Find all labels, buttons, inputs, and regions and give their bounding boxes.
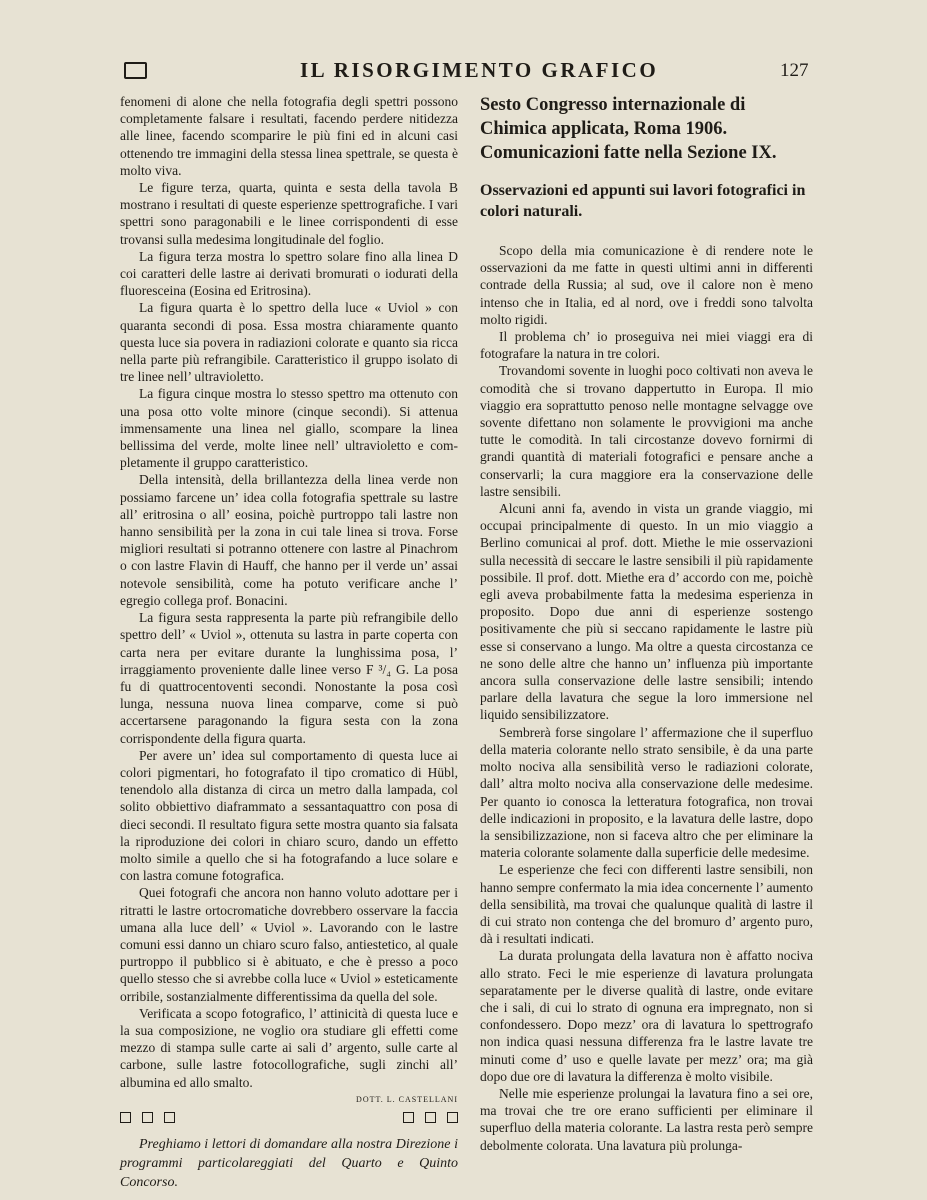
right-column bbox=[480, 93, 813, 1154]
author-signature: DOTT. L. CASTELLANI bbox=[356, 1094, 458, 1104]
left-paragraph-4: La figura quarta è lo spettro della luce « Uviol » con quaranta secondi di posa. Essa mostra chiaramente quanto questa luce sia povera in radiazioni colorate e quanto sia ricca nella parte più refrangibile. Caratteristico il gruppo isolato di tre linee nell’ ultravioletto. bbox=[120, 300, 458, 385]
left-paragraph-2: Le figure terza, quarta, quinta e sesta della tavola B mostrano i resultati di queste esperienze spettrografiche. I vari spettri sono paragonabili e le linee corrispondenti di esse trovansi sulla medesima longitudinale del foglio. bbox=[120, 180, 458, 247]
journal-title: IL RISORGIMENTO GRAFICO bbox=[300, 58, 659, 82]
article-title: Sesto Congresso internazionale di Chimica applicata, Roma 1906. Comunicazioni fatte nella Sezione IX. bbox=[480, 95, 777, 163]
right-paragraph-5: Sembrerà forse singolare l’ affermazione che il superfluo della materia colorante nello strato sensibile, è da una parte molto nociva alla sensibilità verso le radiazioni colorate, dall’ altra molto nociva alla conservazione delle medesime. Per quanto io conosca la letteratura fotografica, non trovai delle indicazioni in proposito, e la lavatura delle lastre, dopo la sensibilizzazione, non si faceva altro che per eliminare la materia colorante solamente dalla superficie delle medesime. bbox=[480, 724, 813, 861]
right-paragraph-6: Le esperienze che feci con differenti lastre sensibili, non hanno sempre confermato la mia idea concernente l’ aumento della sensibilità, ma trovai che qualunque qualità di lastre il di cui strato non contenga che del bromuro d’ argento puro, dà i resultati indicati. bbox=[480, 862, 813, 947]
right-paragraph-4: Alcuni anni fa, avendo in vista un grande viaggio, mi occupai principalmente di questo. In un mio viaggio a Berlino comunicai al prof. dott. Miethe le mie osservazioni sulla necessità di seccare le lastre sensibili il più rapidamente possibile. Il prof. dott. Miethe era d’ accordo con me, poichè egli aveva probabilmente fatta la medesima esperienza in proposito. Dopo due anni di esperienze sostengo positivamente che più si seccano rapidamente le lastre più esse si conservano a lungo. Ma oltre a questa circostanza ce ne sono delle altre che hanno un’ influenza più importante ancora sulla conservazione delle lastre sensibili; intendo parlare della lavatura che segue la loro immersione nel liquido sensibilizzatore. bbox=[480, 501, 813, 723]
square-ornament-icon bbox=[403, 1112, 414, 1123]
square-ornament-icon bbox=[120, 1112, 131, 1123]
left-paragraph-1: fenomeni di alone che nella fotografia degli spettri possono completamente falsare i resultati, facendo perdere nitidezza alle linee, facendo scomparire le più fini ed in alcuni casi ottenendo tre immagini della stessa linea spettrale, se questa è molto viva. bbox=[120, 94, 458, 178]
section-title: Osservazioni ed appunti sui lavori fotografici in colori naturali. bbox=[480, 182, 806, 220]
square-ornament-icon bbox=[425, 1112, 436, 1123]
right-paragraph-2: Il problema ch’ io proseguiva nei miei viaggi era di fotografare la natura in tre colori. bbox=[480, 329, 813, 362]
left-paragraph-6: Della intensità, della brillantezza della linea verde non possiamo farcene un’ idea colla fotografia spettrale su lastre all’ eritrosina o all’ eosina, poichè purtroppo tali lastre non hanno sensibilità per la zona in cui tale linea si trova. Forse migliori resultati si potranno ottenere con lastre al Pinachrom o con lastre Flavin di Hauff, che hanno per il verde un’ assai notevole sensibilità, come ha potuto verificare anche l’ egregio collega prof. Bonacini. bbox=[120, 472, 458, 608]
ornament-divider bbox=[120, 1112, 458, 1123]
right-paragraph-8: Nelle mie esperienze prolungai la lavatura fino a sei ore, ma trovai che tre ore erano sufficienti per eliminare il superfluo della materia colorante. La lastra resta però sempre debolmente colorata. Una lavatura più prolunga- bbox=[480, 1085, 813, 1153]
left-column bbox=[120, 93, 458, 1192]
right-paragraph-1: Scopo della mia comunicazione è di rendere note le osservazioni da me fatte in questi ultimi anni in differenti contrade della Russia; al sud, ove il calore non è meno intenso che in Italia, ed al nord, ove i freddi sono talvolta molto rigidi. bbox=[480, 243, 813, 327]
left-paragraph-3: La figura terza mostra lo spettro solare fino alla linea D coi caratteri delle lastre ai derivati bromurati o iodurati della fluoresceina (Eosina ed Eritrosina). bbox=[120, 248, 458, 299]
page-number: 127 bbox=[780, 60, 809, 81]
square-ornament-icon bbox=[142, 1112, 153, 1123]
square-ornament-icon bbox=[164, 1112, 175, 1123]
right-paragraph-7: La durata prolungata della lavatura non è affatto nociva allo strato. Feci le mie esperienze di lavatura prolungata separatamente per le diverse qualità di lastre, onde evitare che i sali, di cui lo strato di ognuna era impregnato, non si confondessero. Dopo mezz’ ora di lavatura lo spettrografo non indica quasi nessuna differenza fra le lastre lavate tre minuti come d’ uso e quelle lavate per mezz’ ora; ma già dopo due ore di lavatura la differenza è molto visibile. bbox=[480, 948, 813, 1084]
left-paragraph-9: Quei fotografi che ancora non hanno voluto adottare per i ritratti le lastre ortocromatiche dovrebbero osservare la faccia umana alla luce dell’ « Uviol ». Lavorando con le lastre comuni essi danno un chiaro scuro falso, antiestetico, al quale purtroppo il pubblico si è abituato, e che è presso a poco quello stesso che si avrebbe colla luce « Uviol » esteticamente orribile, sostanzialmente differentissima da quella del sole. bbox=[120, 885, 458, 1004]
left-paragraph-10: Verificata a scopo fotografico, l’ attinicità di questa luce e la sua composizione, ne voglio ora studiare gli effetti come mezzo di stampa sulle carte ai sali d’ argento, sulle carte al carbone, sulle lastre fotocollografiche, sugli zinchi all’ albumina ed allo smalto. bbox=[120, 1005, 458, 1090]
closing-note: Preghiamo i lettori di domandare alla nostra Direzione i programmi particolareggiati del Quarto e Quinto Concorso. bbox=[120, 1136, 458, 1190]
square-ornament-icon bbox=[447, 1112, 458, 1123]
ornament-group-right bbox=[403, 1112, 458, 1123]
header-square-ornament-icon bbox=[124, 62, 147, 79]
ornament-group-left bbox=[120, 1112, 175, 1123]
left-paragraph-8: Per avere un’ idea sul comportamento di questa luce ai colori pigmentari, ho fotografato il tipo cromatico di Hübl, tenendolo alla distanza di circa un metro dalla lampada, col solito obbiettivo diaframmato a sessantaquattro con posa di dieci secondi. Il resultato figura sette mostra quanto sia falsata la riproduzione dei colori in chiaro scuro, dando un effetto molto simile a quello che si ha fotografando a luce solare e con lastra comune fotografica. bbox=[120, 747, 458, 884]
left-paragraph-5: La figura cinque mostra lo stesso spettro ma ottenuto con una posa otto volte minore (cinque secondi). Si attenua immensamente una linea nel giallo, scompare la linea bellissima del verde, molte linee nell’ ultravioletto e completamente il gruppo caratteristico. bbox=[120, 386, 458, 471]
right-paragraph-3: Trovandomi sovente in luoghi poco coltivati non aveva le comodità che si trovano dappertutto in Europa. Il mio viaggio era soprattutto penoso nelle montagne selvagge ove sovente difettano non solamente le provvigioni ma anche tutte le comodità. In tali circostanze dovevo fornirmi di grandi quantità di materiali fotografici e pensare anche a conservarli; la cura maggiore era la conservazione delle lastre sensibili. bbox=[480, 363, 813, 499]
left-paragraph-7: La figura sesta rappresenta la parte più refrangibile dello spettro dell’ « Uviol », ottenuta su lastra in parte coperta con carta nera per evitare durante la lunghissima posa, l’ irraggiamento proveniente dalle linee verso F ³/₄ G. La posa fu di quattrocentoventi secondi. Nonostante la posa così lunga, nessuna nuova linea comparve, come si può accertarsene paragonando la figura sesta con la zona corrispondente della figura quarta. bbox=[120, 610, 458, 746]
